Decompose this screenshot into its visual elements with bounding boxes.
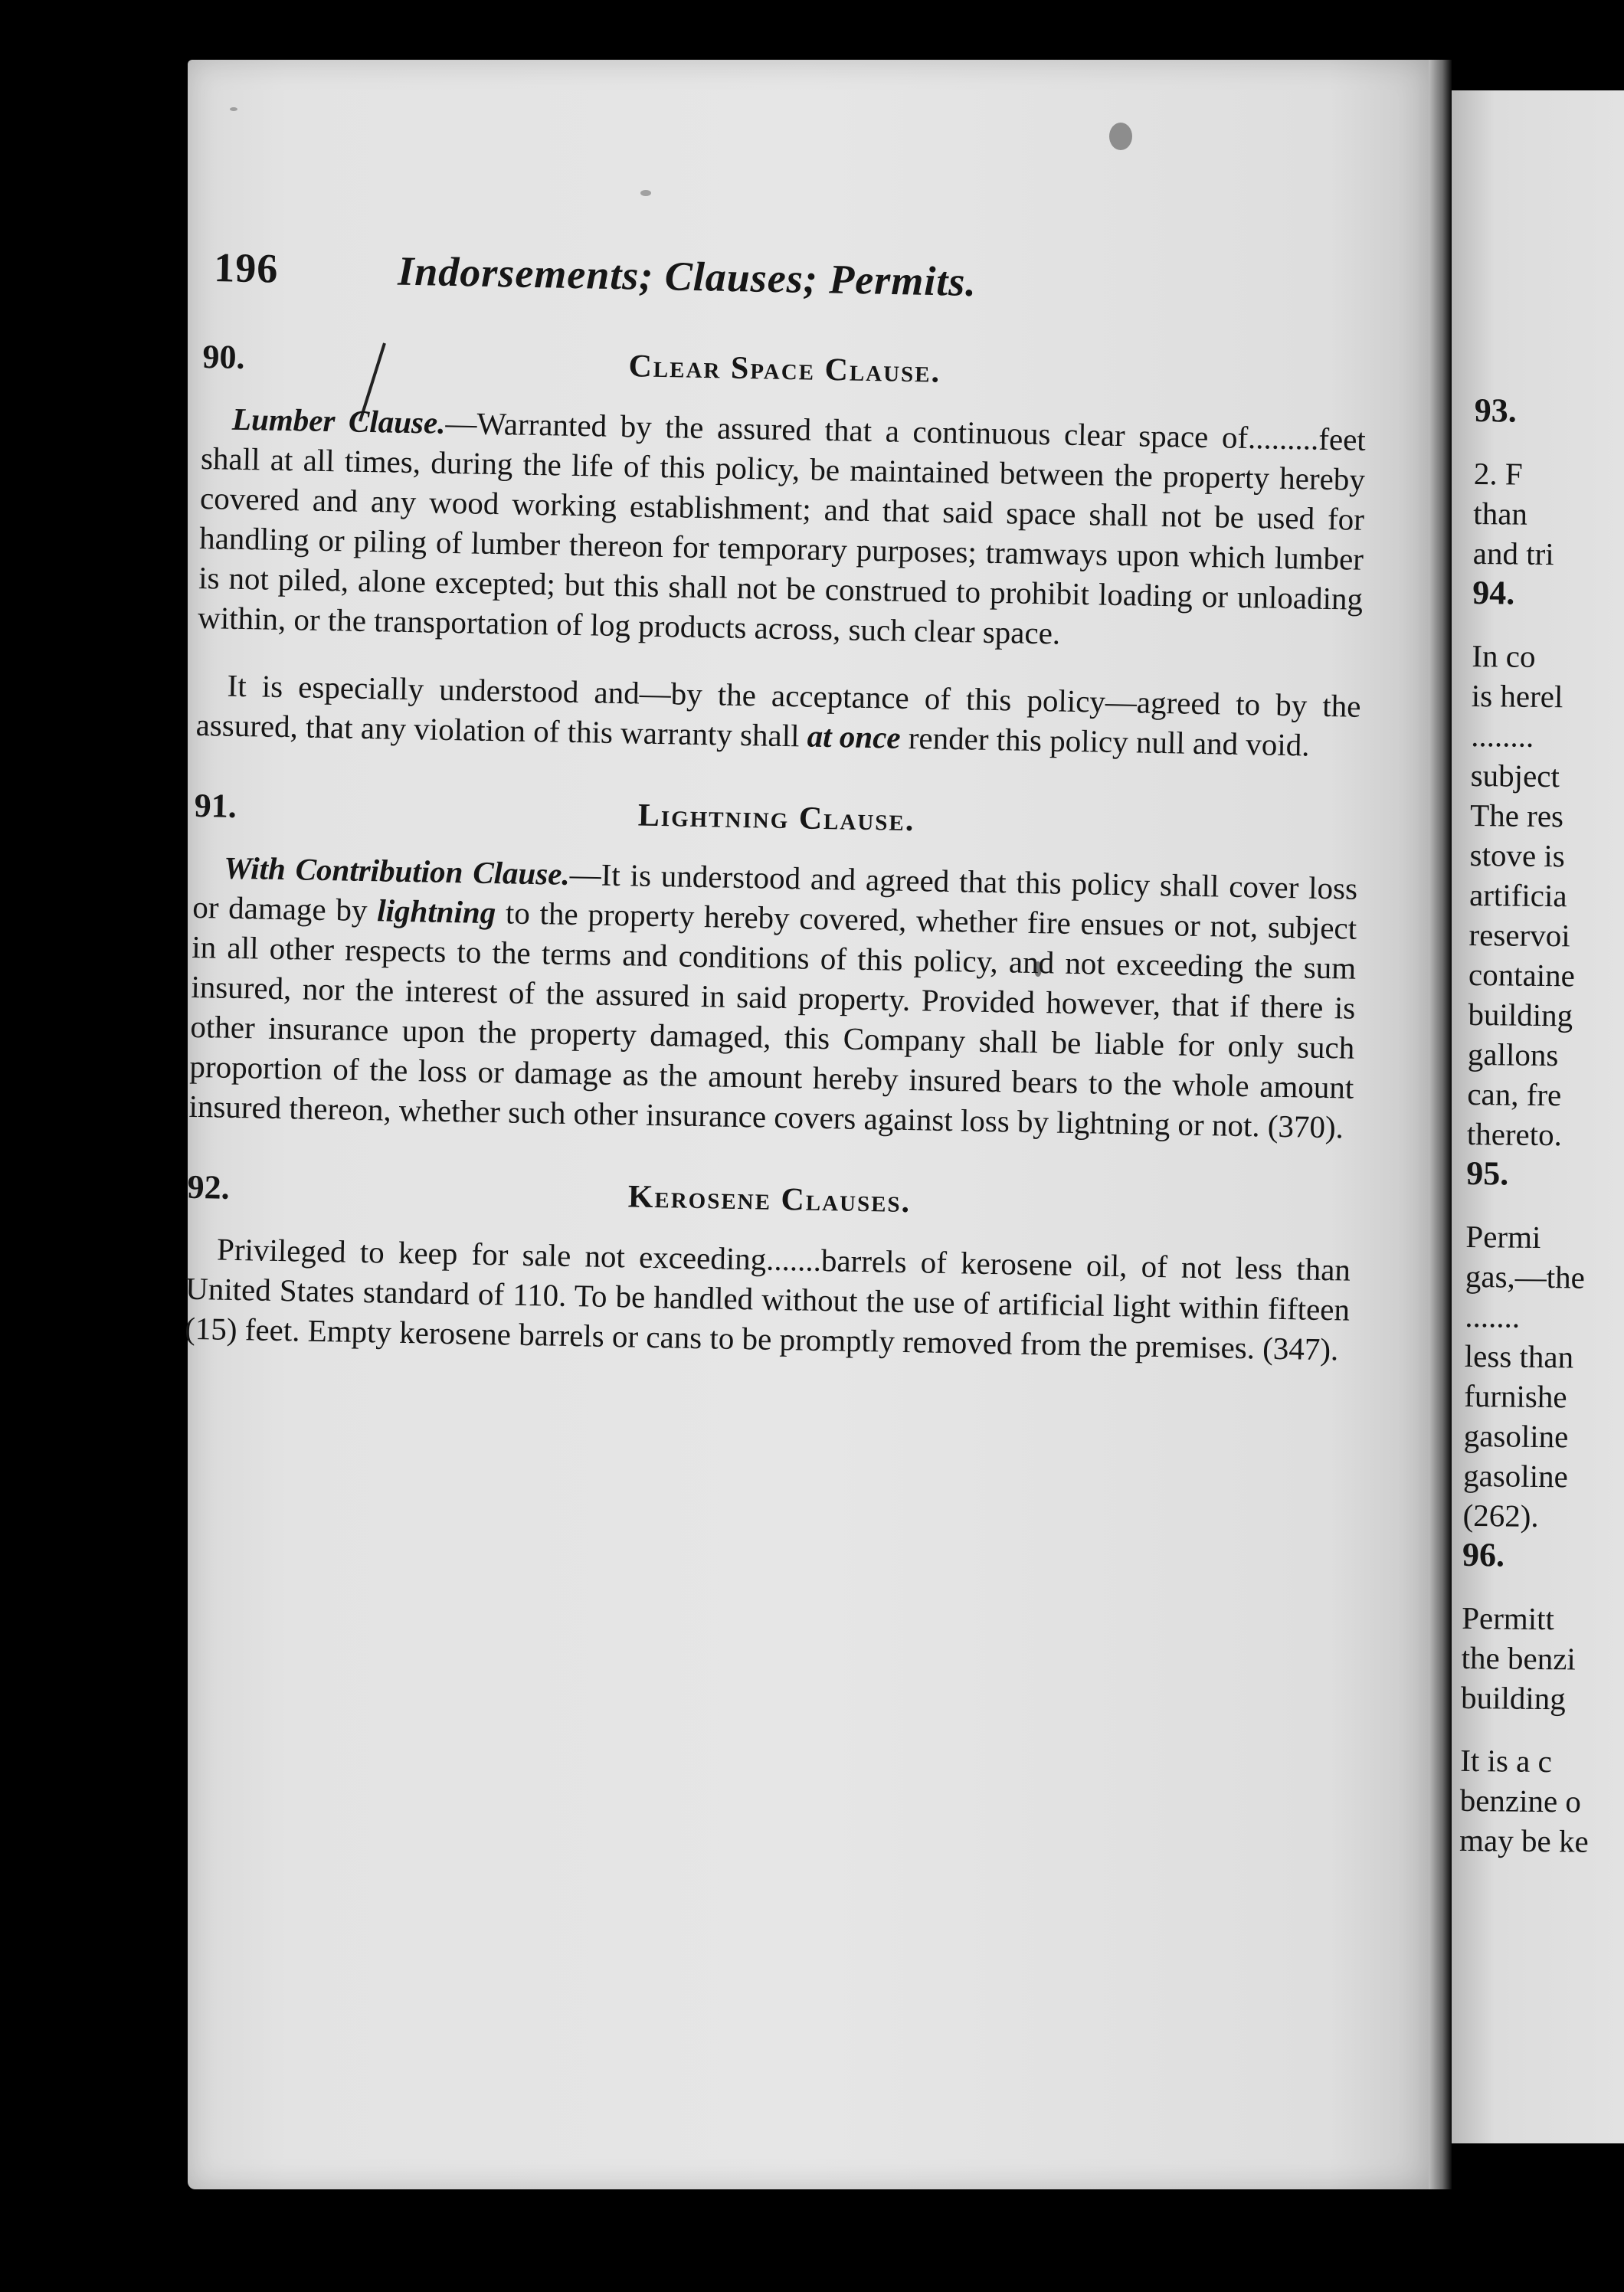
text-line: building bbox=[1460, 1679, 1567, 1717]
text-line: furnishe bbox=[1464, 1377, 1567, 1415]
paragraph bbox=[198, 398, 1366, 659]
ink-speck bbox=[1109, 123, 1132, 150]
text-line: benzine o bbox=[1459, 1782, 1582, 1819]
right-page-fragment bbox=[1459, 391, 1624, 1862]
text-line: subject bbox=[1470, 757, 1560, 794]
line-spacer bbox=[1461, 1717, 1624, 1743]
text-line: (262). bbox=[1462, 1497, 1539, 1534]
line-spacer bbox=[1474, 431, 1624, 456]
text-line: ....... bbox=[1465, 1298, 1521, 1334]
line-spacer bbox=[1466, 1193, 1624, 1219]
section-number: 91. bbox=[194, 786, 237, 825]
section-number: 95. bbox=[1466, 1154, 1509, 1193]
running-title: Indorsements; Clauses; Permits. bbox=[397, 247, 977, 306]
line-spacer bbox=[1472, 613, 1624, 638]
paragraph-text: Privileged to keep for sale not exceeding.......barrels of kerosene oil, of not less than United States standard of 110. To be handled without the use of artificial light within fifteen (15) feet. Empty kerosene barrels or cans to be promptly removed from the premises. (347). bbox=[184, 1231, 1351, 1367]
text-line: Permitt bbox=[1461, 1599, 1555, 1637]
book-gutter bbox=[1429, 60, 1452, 2189]
section-number: 94. bbox=[1472, 573, 1515, 612]
text-line: gallons bbox=[1467, 1036, 1559, 1073]
text-line: containe bbox=[1468, 956, 1576, 994]
paragraph-text: render this policy null and void. bbox=[900, 719, 1310, 763]
paragraph bbox=[188, 847, 1357, 1148]
text-line: 2. F bbox=[1473, 455, 1523, 492]
lead-in: With Contribution Clause. bbox=[223, 850, 571, 892]
text-line: may be ke bbox=[1459, 1822, 1589, 1859]
text-line: can, fre bbox=[1467, 1076, 1562, 1113]
text-line: The res bbox=[1469, 797, 1564, 834]
text-line: gasoline bbox=[1463, 1417, 1569, 1455]
text-line: and tri bbox=[1472, 535, 1554, 572]
section-number: 90. bbox=[202, 337, 245, 376]
page-content bbox=[184, 337, 1367, 1390]
paragraph bbox=[185, 1229, 1351, 1370]
text-line: than bbox=[1473, 495, 1528, 532]
text-line: ........ bbox=[1471, 717, 1534, 754]
emphasis: at once bbox=[807, 718, 902, 755]
section-number: 92. bbox=[187, 1167, 231, 1207]
page-number: 196 bbox=[213, 244, 279, 292]
text-line: reservoi bbox=[1468, 916, 1570, 954]
paragraph-text: It is especially understood and—by the acceptance of this policy—agreed to by the assured, that any violation of this warranty shall bbox=[195, 667, 1361, 754]
text-line: Permi bbox=[1465, 1218, 1541, 1255]
section-number: 96. bbox=[1462, 1535, 1505, 1574]
text-line: It is a c bbox=[1460, 1742, 1553, 1780]
emphasis: lightning bbox=[376, 892, 496, 931]
lead-in: Lumber Clause. bbox=[231, 401, 446, 440]
paragraph-text: —Warranted by the assured that a continuous clear space of.........feet shall at all times, during the life of this policy, be maintained between the property hereby covered and any wood working establishment; and that said space shall not be used for handling or piling of lumber thereon for temporary purposes; tramways upon which lumber is not piled, alone excepted; but this shall not be construed to prohibit loading or unloading within, or the transportation of log products across, such clear space. bbox=[197, 404, 1367, 651]
text-line: less than bbox=[1464, 1338, 1574, 1375]
ink-speck bbox=[640, 190, 651, 196]
text-line: gasoline bbox=[1462, 1457, 1569, 1495]
text-line: In co bbox=[1472, 637, 1536, 674]
paragraph-text: to the property hereby covered, whether fire ensues or not, subject in all other respects to the terms and conditions of this policy, and not exceeding the sum insured, nor the interest of the assured in said property. Provided however, that if there is other insurance upon the property damaged, this Company shall be liable for only such proportion of the loss or damage as the amount hereby insured bears to the whole amount insured thereon, whether such other insurance covers against loss by lightning or not. (370). bbox=[188, 895, 1357, 1145]
text-line: the benzi bbox=[1461, 1639, 1577, 1677]
paragraph-text: —It is understood and agreed that this policy shall cover loss or damage by bbox=[192, 856, 1358, 928]
text-line: thereto. bbox=[1466, 1115, 1563, 1153]
text-line: artificia bbox=[1468, 876, 1567, 914]
section-title: Kerosene Clauses. bbox=[627, 1179, 912, 1220]
section-number: 93. bbox=[1474, 391, 1517, 430]
ink-speck bbox=[230, 107, 237, 111]
text-line: stove is bbox=[1469, 837, 1566, 874]
line-spacer bbox=[1462, 1575, 1624, 1600]
text-line: gas,—the bbox=[1465, 1258, 1586, 1295]
section-title: Clear Space Clause. bbox=[628, 349, 941, 390]
text-line: is herel bbox=[1471, 677, 1563, 715]
section-title: Lightning Clause. bbox=[637, 797, 915, 839]
text-line: building bbox=[1468, 996, 1573, 1033]
